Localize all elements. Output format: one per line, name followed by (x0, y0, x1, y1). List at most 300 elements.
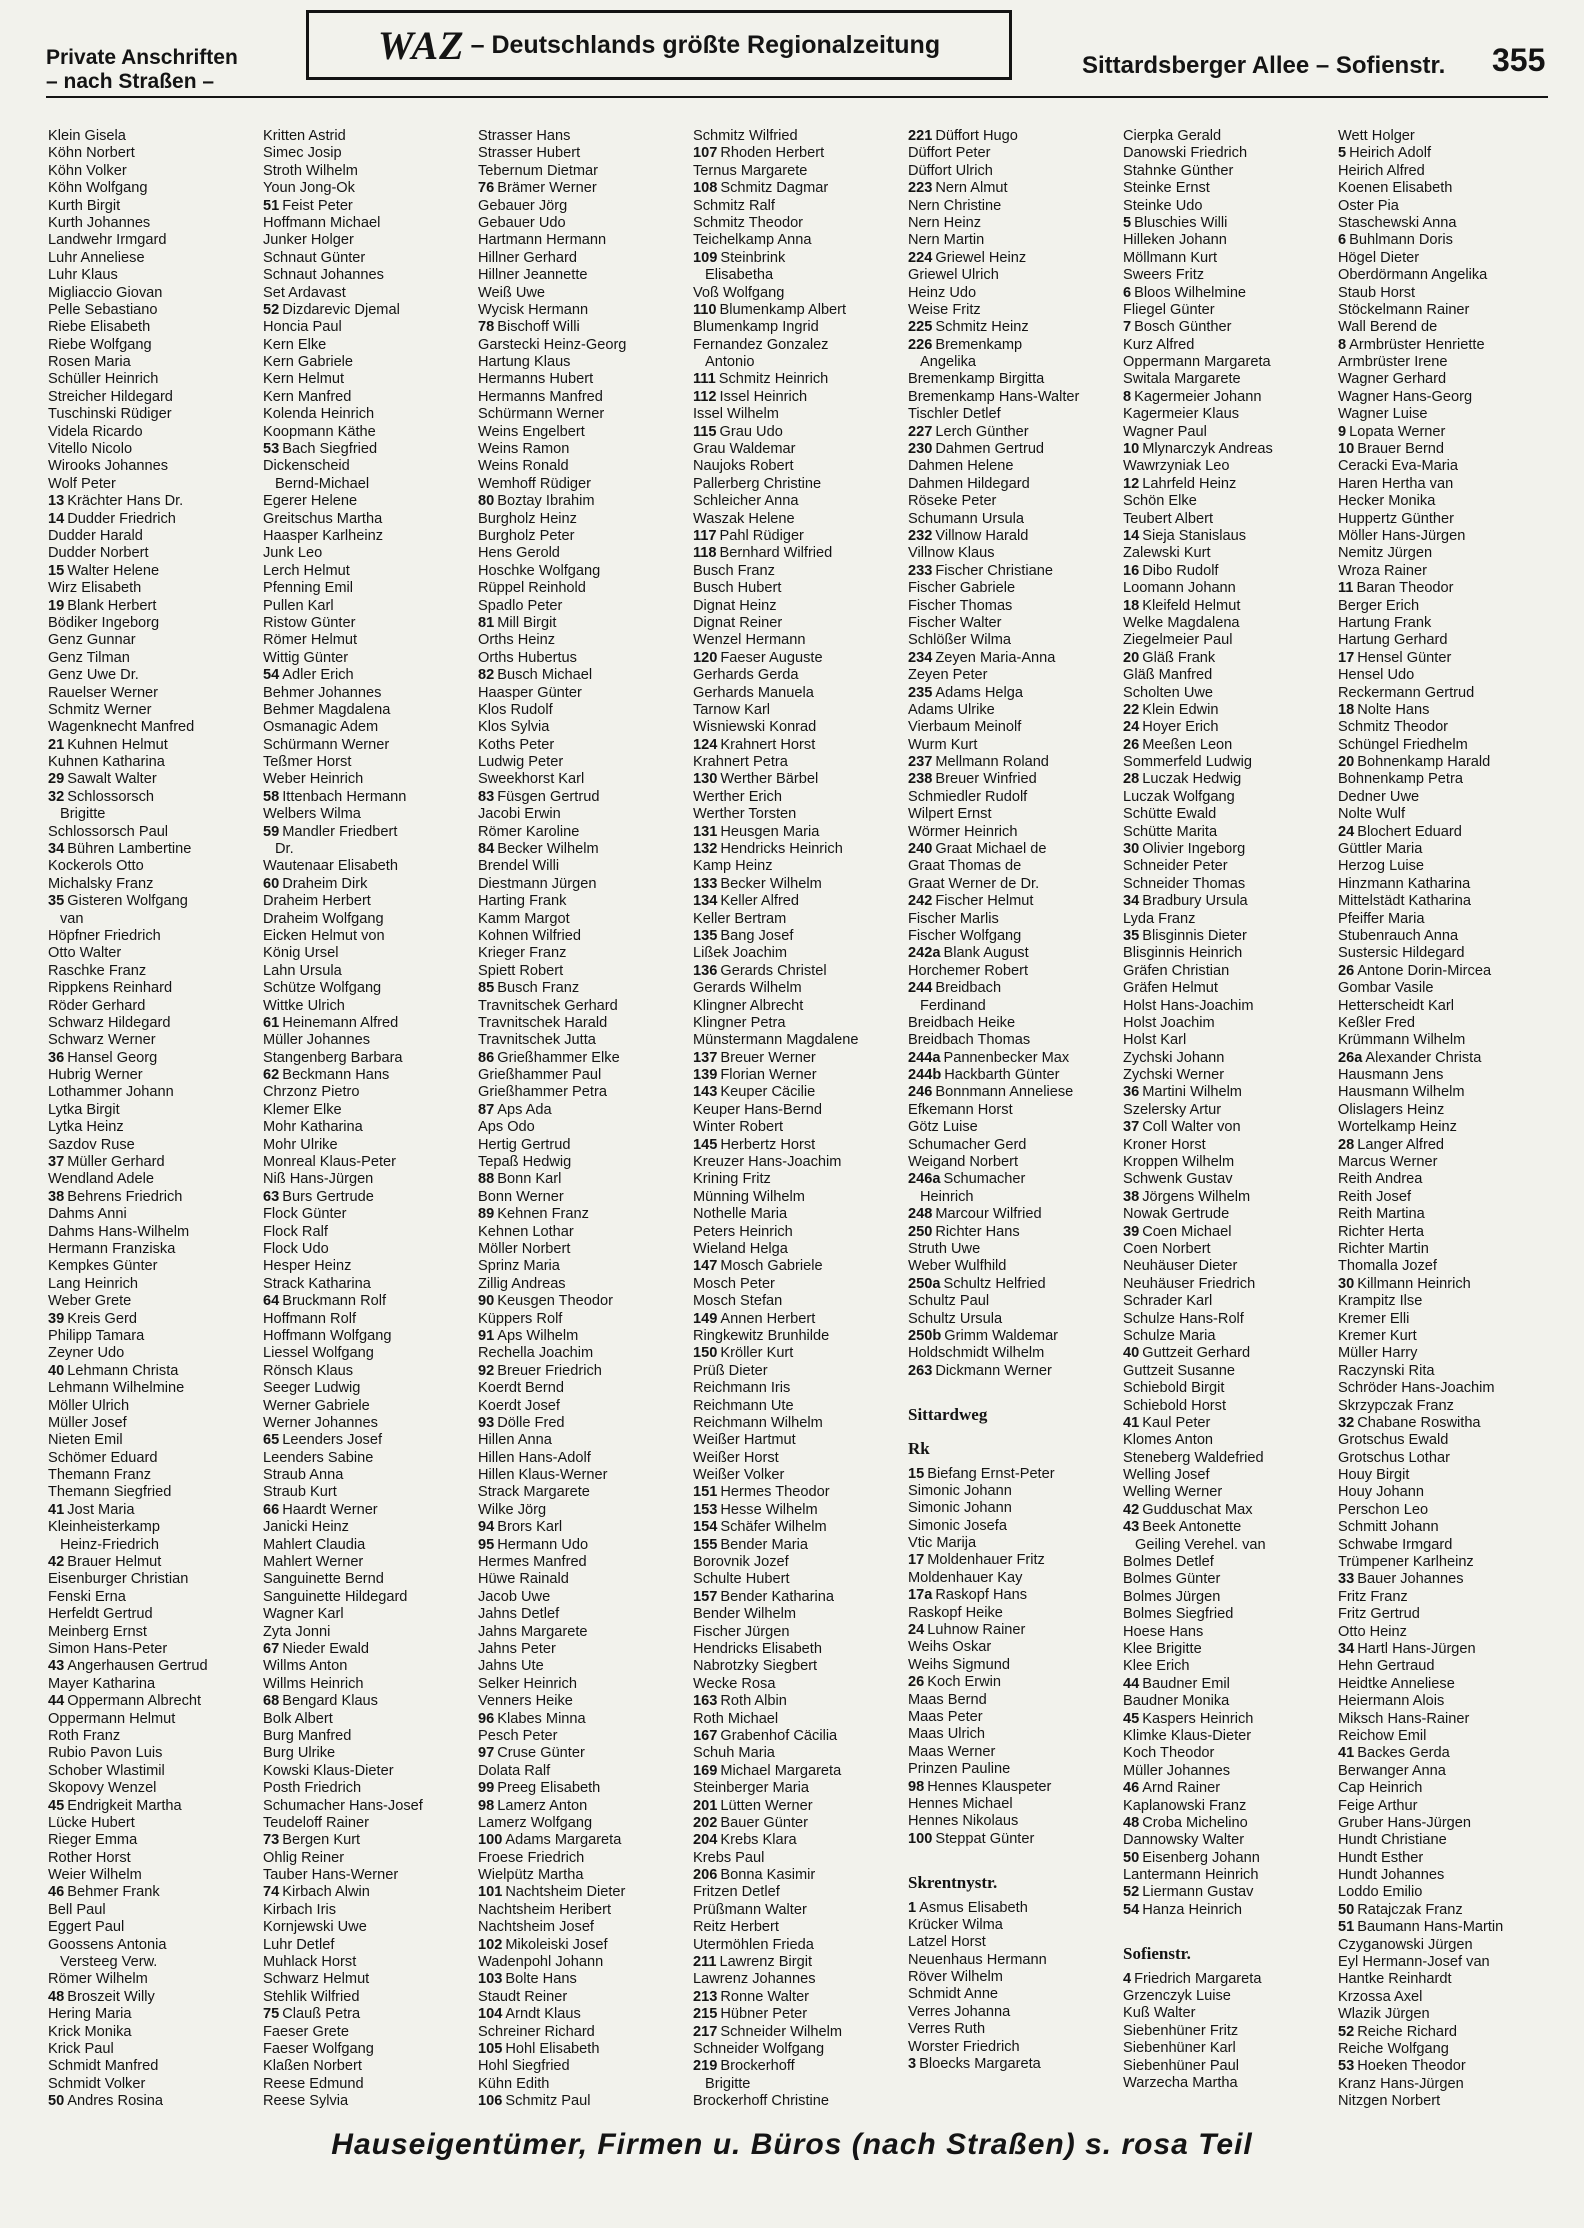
resident-entry (478, 128, 681, 145)
resident-entry (48, 511, 251, 528)
resident-entry (1123, 337, 1326, 354)
house-number: 39 (1123, 1223, 1140, 1240)
resident-name: Luczak Hedwig (1142, 771, 1242, 788)
resident-entry (478, 1102, 681, 1119)
resident-entry (478, 1798, 681, 1815)
resident-entry (908, 824, 1111, 841)
resident-entry (478, 1902, 681, 1919)
house-number: 99 (478, 1780, 495, 1797)
house-number: 151 (693, 1484, 718, 1501)
resident-name: Kroner Horst (1123, 1136, 1206, 1153)
resident-name: Steinberger Maria (693, 1780, 809, 1797)
resident-entry (263, 806, 466, 823)
house-number: 204 (693, 1832, 718, 1849)
resident-name: Michalsky Franz (48, 875, 154, 892)
resident-entry (48, 1589, 251, 1606)
resident-entry (263, 1763, 466, 1780)
resident-entry (1338, 998, 1541, 1015)
resident-entry (1338, 1850, 1541, 1867)
resident-entry (263, 180, 466, 197)
resident-name: Hartung Frank (1338, 614, 1432, 631)
resident-entry (263, 563, 466, 580)
resident-entry (478, 1467, 681, 1484)
resident-entry (1123, 424, 1326, 441)
resident-entry (1123, 1867, 1326, 1884)
house-number: 153 (693, 1501, 718, 1518)
resident-entry (1338, 1084, 1541, 1101)
resident-name: Aps Wilhelm (497, 1327, 579, 1344)
house-number: 104 (478, 2006, 503, 2023)
resident-entry (263, 719, 466, 736)
resident-name: Thomalla Jozef (1338, 1258, 1437, 1275)
resident-name: Rhoden Herbert (720, 145, 825, 162)
house-number: 60 (263, 875, 280, 892)
resident-name: Genz Uwe Dr. (48, 667, 139, 684)
resident-name: Villnow Harald (935, 527, 1029, 544)
resident-name: Walter Helene (67, 562, 160, 579)
resident-name: Gebauer Udo (478, 214, 566, 231)
resident-entry (1123, 511, 1326, 528)
resident-name: Lang Heinrich (48, 1275, 139, 1292)
house-number: 41 (1123, 1414, 1140, 1431)
resident-entry (908, 545, 1111, 562)
resident-name: Kröller Kurt (720, 1345, 794, 1362)
resident-entry (1123, 1658, 1326, 1675)
resident-entry (48, 1676, 251, 1693)
section-title-line1: Private Anschriften (46, 46, 238, 69)
resident-entry (908, 2039, 1111, 2056)
resident-name: Vierbaum Meinolf (908, 719, 1022, 736)
resident-entry (693, 1571, 896, 1588)
resident-entry (908, 493, 1111, 510)
resident-entry (1123, 1345, 1326, 1362)
resident-name: Verres Johanna (908, 2003, 1011, 2020)
house-number: 226 (908, 336, 933, 353)
resident-name: Schwarz Helmut (263, 1971, 370, 1988)
resident-entry (478, 337, 681, 354)
resident-entry (908, 1363, 1111, 1380)
resident-name: Sommerfeld Ludwig (1123, 754, 1252, 771)
resident-name: Coll Walter von (1142, 1119, 1241, 1136)
house-number: 107 (693, 145, 718, 162)
resident-entry (478, 1676, 681, 1693)
resident-name: Schultz Ursula (908, 1310, 1003, 1327)
resident-name: Bloecks Margareta (919, 2056, 1041, 2073)
resident-name: Krieger Franz (478, 945, 567, 962)
house-number: 263 (908, 1362, 933, 1379)
resident-entry (1123, 528, 1326, 545)
house-number: 15 (48, 562, 65, 579)
resident-name: Boztay Ibrahim (497, 493, 595, 510)
resident-name: Weißer Hartmut (693, 1432, 796, 1449)
resident-name: Weihs Oskar (908, 1639, 992, 1656)
resident-entry (908, 1241, 1111, 1258)
resident-name: Bach Siegfried (282, 441, 378, 458)
house-number: 24 (1338, 823, 1355, 840)
resident-entry (908, 754, 1111, 771)
resident-name: Dickmann Werner (935, 1362, 1052, 1379)
resident-entry (478, 1745, 681, 1762)
house-number: 87 (478, 1101, 495, 1118)
resident-name: Grießhammer Paul (478, 1067, 602, 1084)
resident-entry (1338, 1798, 1541, 1815)
resident-name: Pallerberg Christine (693, 475, 822, 492)
resident-entry (478, 1641, 681, 1658)
resident-name: Bloos Wilhelmine (1134, 284, 1247, 301)
resident-name: Miksch Hans-Rainer (1338, 1710, 1470, 1727)
resident-name: Baran Theodor (1356, 580, 1454, 597)
resident-name: Luczak Wolfgang (1123, 788, 1235, 805)
resident-name: Sustersic Hildegard (1338, 945, 1465, 962)
resident-entry (48, 1224, 251, 1241)
resident-name: Reese Sylvia (263, 2093, 349, 2110)
resident-name: Grotschus Ewald (1338, 1432, 1449, 1449)
resident-name: Burgholz Peter (478, 527, 575, 544)
resident-entry (263, 1867, 466, 1884)
resident-name: Rechella Joachim (478, 1345, 594, 1362)
resident-entry (48, 285, 251, 302)
resident-entry (1123, 1711, 1326, 1728)
resident-entry (263, 1137, 466, 1154)
resident-entry (693, 1450, 896, 1467)
resident-name: Hansel Georg (67, 1049, 158, 1066)
resident-entry (1338, 319, 1541, 336)
resident-name: Jacobi Erwin (478, 806, 561, 823)
resident-entry (478, 458, 681, 475)
resident-name: Breidbach Heike (908, 1014, 1016, 1031)
resident-name: Dedner Uwe (1338, 788, 1420, 805)
resident-name: Weins Engelbert (478, 423, 585, 440)
resident-entry (1123, 1363, 1326, 1380)
resident-name: Breuer Friedrich (497, 1362, 602, 1379)
resident-entry (693, 319, 896, 336)
resident-name: Kurth Birgit (48, 197, 121, 214)
resident-entry (693, 215, 896, 232)
resident-name: Dudder Friedrich (67, 510, 176, 527)
resident-name: Pesch Peter (478, 1727, 558, 1744)
resident-entry (908, 1744, 1111, 1761)
resident-name: Krahnert Petra (693, 754, 788, 771)
resident-entry (1123, 615, 1326, 632)
house-number: 14 (1123, 527, 1140, 544)
resident-entry (908, 719, 1111, 736)
resident-entry (263, 337, 466, 354)
resident-entry (48, 2041, 251, 2058)
resident-name: Baumann Hans-Martin (1357, 1919, 1504, 1936)
resident-name: Wagner Luise (1338, 406, 1428, 423)
resident-entry (478, 1241, 681, 1258)
house-number: 150 (693, 1345, 718, 1362)
resident-entry (478, 511, 681, 528)
resident-name: Weihs Sigmund (908, 1656, 1010, 1673)
entry-continuation (48, 1537, 251, 1554)
resident-entry (693, 1832, 896, 1849)
resident-entry (1123, 545, 1326, 562)
house-number: 13 (48, 493, 65, 510)
house-number: 40 (1123, 1345, 1140, 1362)
resident-name: Bluschies Willi (1134, 214, 1228, 231)
resident-name: Genz Tilman (48, 649, 130, 666)
resident-name: Heirich Alfred (1338, 162, 1425, 179)
resident-name: Schmitz Theodor (1338, 719, 1449, 736)
resident-name: Utermöhlen Frieda (693, 1936, 814, 1953)
resident-entry (263, 424, 466, 441)
resident-entry (48, 632, 251, 649)
house-number: 219 (693, 2058, 718, 2075)
resident-name: Feist Peter (282, 197, 353, 214)
resident-entry (48, 1432, 251, 1449)
resident-name: Lerch Günther (935, 423, 1029, 440)
resident-name: Hoese Hans (1123, 1623, 1204, 1640)
resident-name: Schober Wlastimil (48, 1762, 165, 1779)
house-number: 42 (1123, 1501, 1140, 1518)
resident-name: Egerer Helene (263, 493, 358, 510)
resident-name: Schiebold Horst (1123, 1397, 1227, 1414)
resident-entry (693, 389, 896, 406)
house-number: 89 (478, 1206, 495, 1223)
house-number: 26 (908, 1674, 925, 1691)
resident-name: Trümpener Karlheinz (1338, 1554, 1474, 1571)
resident-entry (693, 1171, 896, 1188)
resident-entry (1123, 2075, 1326, 2092)
house-number: 90 (478, 1293, 495, 1310)
resident-entry (263, 1832, 466, 1849)
resident-entry (263, 1258, 466, 1275)
resident-entry (1123, 2058, 1326, 2075)
resident-entry (263, 2093, 466, 2110)
resident-name: Hackbarth Günter (944, 1067, 1060, 1084)
resident-name: Bolmes Detlef (1123, 1554, 1214, 1571)
resident-name: Liermann Gustav (1142, 1884, 1254, 1901)
house-number: 68 (263, 1693, 280, 1710)
resident-name: Hanza Heinrich (1142, 1901, 1243, 1918)
resident-entry (478, 1815, 681, 1832)
resident-entry (1338, 1571, 1541, 1588)
resident-name: Fischer Thomas (908, 597, 1013, 614)
resident-name: Strack Katharina (263, 1275, 371, 1292)
resident-entry (908, 302, 1111, 319)
resident-name: Kaplanowski Franz (1123, 1797, 1247, 1814)
resident-entry (263, 1276, 466, 1293)
resident-name: Kranz Hans-Jürgen (1338, 2075, 1464, 2092)
resident-name: Schütze Wolfgang (263, 980, 382, 997)
resident-name: Müller Josef (48, 1414, 127, 1431)
resident-entry (263, 2024, 466, 2041)
resident-entry (48, 1850, 251, 1867)
resident-entry (478, 1415, 681, 1432)
resident-entry (908, 180, 1111, 197)
resident-entry (263, 2058, 466, 2075)
house-number: 235 (908, 684, 933, 701)
resident-name: Garstecki Heinz-Georg (478, 336, 627, 353)
resident-name: Faeser Grete (263, 2023, 349, 2040)
waz-logo: WAZ (377, 22, 465, 68)
resident-name: Reith Josef (1338, 1188, 1412, 1205)
resident-entry (478, 2041, 681, 2058)
resident-entry (48, 1728, 251, 1745)
resident-name: Reichmann Iris (693, 1380, 791, 1397)
resident-name: Keller Bertram (693, 910, 787, 927)
resident-entry (1338, 2024, 1541, 2041)
resident-name: Dolata Ralf (478, 1762, 551, 1779)
resident-entry (48, 180, 251, 197)
resident-entry (1123, 250, 1326, 267)
house-number: 42 (48, 1554, 65, 1571)
resident-entry (478, 719, 681, 736)
resident-name: Bang Josef (720, 927, 794, 944)
resident-name: Riebe Elisabeth (48, 319, 151, 336)
resident-entry (693, 1050, 896, 1067)
resident-entry (478, 1919, 681, 1936)
resident-entry (1338, 1624, 1541, 1641)
resident-name: Kroppen Wilhelm (1123, 1154, 1235, 1171)
resident-name: Mlynarczyk Andreas (1142, 441, 1273, 458)
resident-name: Dannowsky Walter (1123, 1832, 1245, 1849)
resident-entry (693, 1537, 896, 1554)
resident-name: Busch Michael (497, 667, 593, 684)
resident-entry (908, 2056, 1111, 2073)
resident-name: Coen Norbert (1123, 1241, 1211, 1257)
resident-entry (1123, 1467, 1326, 1484)
resident-entry (1338, 1832, 1541, 1849)
resident-entry (1123, 458, 1326, 475)
resident-entry (478, 667, 681, 684)
resident-name: Hennes Klauspeter (927, 1778, 1052, 1795)
house-number: 11 (1338, 580, 1354, 597)
resident-name: Behmer Frank (67, 1884, 160, 1901)
resident-entry (908, 250, 1111, 267)
resident-entry (48, 232, 251, 249)
resident-name: Stroth Wilhelm (263, 162, 358, 179)
resident-name: Sweekhorst Karl (478, 771, 585, 788)
resident-name: Wieland Helga (693, 1241, 788, 1257)
resident-entry (1338, 232, 1541, 249)
resident-name: Füsgen Gertrud (497, 788, 600, 805)
resident-entry (693, 1519, 896, 1536)
resident-entry (478, 163, 681, 180)
house-number: 155 (693, 1536, 718, 1553)
entry-continuation (263, 476, 466, 493)
resident-entry (478, 858, 681, 875)
house-number: 24 (908, 1622, 925, 1639)
resident-name: Reese Edmund (263, 2075, 364, 2092)
resident-name: Kehnen Franz (497, 1206, 589, 1223)
resident-name: Siebenhüner Fritz (1123, 2022, 1239, 2039)
resident-entry (48, 371, 251, 388)
resident-entry (693, 2093, 896, 2110)
house-number: 97 (478, 1745, 495, 1762)
resident-name: Weber Heinrich (263, 771, 364, 788)
resident-name: Koch Theodor (1123, 1745, 1215, 1762)
resident-name: Siebenhüner Paul (1123, 2057, 1240, 2074)
resident-name: Kagermeier Johann (1134, 388, 1262, 405)
resident-entry (693, 1867, 896, 1884)
house-number: 8 (1123, 388, 1132, 405)
resident-name: Weins Ronald (478, 458, 569, 475)
resident-name: Holst Karl (1123, 1032, 1187, 1049)
resident-entry (908, 1552, 1111, 1569)
house-number: 248 (908, 1206, 933, 1223)
resident-entry (263, 1902, 466, 1919)
resident-name: Clauß Petra (282, 2006, 361, 2023)
resident-name: Werther Torsten (693, 806, 797, 823)
resident-name: Croba Michelino (1142, 1814, 1248, 1831)
resident-name: Högel Dieter (1338, 249, 1420, 266)
resident-name: Breidbach Thomas (908, 1032, 1031, 1049)
resident-name: Gruber Hans-Jürgen (1338, 1814, 1472, 1831)
house-number: 73 (263, 1832, 280, 1849)
resident-entry (1123, 702, 1326, 719)
entry-continuation (48, 806, 251, 823)
resident-entry (263, 1728, 466, 1745)
resident-name: Hundt Esther (1338, 1849, 1424, 1866)
resident-name: Bonna Kasimir (720, 1867, 816, 1884)
resident-entry (693, 858, 896, 875)
resident-name: Bender Katharina (720, 1588, 834, 1605)
resident-name: Adams Helga (935, 684, 1023, 701)
resident-entry (48, 1241, 251, 1258)
resident-entry (48, 1032, 251, 1049)
resident-name: Martini Wilhelm (1142, 1084, 1242, 1101)
resident-entry (1123, 598, 1326, 615)
street-range: Sittardsberger Allee – Sofienstr. (1082, 52, 1446, 79)
street-heading: Rk (908, 1438, 930, 1458)
resident-entry (48, 615, 251, 632)
spacer (908, 1380, 1111, 1397)
resident-entry (263, 876, 466, 893)
resident-entry (908, 1535, 1111, 1552)
resident-entry (478, 406, 681, 423)
resident-name: Kurth Johannes (48, 214, 151, 231)
resident-entry (908, 528, 1111, 545)
resident-entry (908, 389, 1111, 406)
resident-name: Eggert Paul (48, 1919, 125, 1936)
resident-entry (263, 1954, 466, 1971)
resident-entry (908, 1779, 1111, 1796)
resident-entry (1123, 180, 1326, 197)
resident-name: Pahl Rüdiger (719, 527, 804, 544)
resident-name: Weins Ramon (478, 441, 570, 458)
resident-entry (908, 1969, 1111, 1986)
resident-entry (693, 2024, 896, 2041)
resident-name: Waszak Helene (693, 510, 795, 527)
resident-name: Czyganowski Jürgen (1338, 1936, 1473, 1953)
resident-entry (478, 632, 681, 649)
house-number: 94 (478, 1519, 495, 1536)
house-number: 86 (478, 1049, 495, 1066)
resident-name: Oppermann Helmut (48, 1710, 176, 1727)
house-number: 163 (693, 1693, 718, 1710)
resident-entry (908, 267, 1111, 284)
resident-entry (478, 928, 681, 945)
resident-name: Froese Friedrich (478, 1849, 585, 1866)
resident-entry (478, 1989, 681, 2006)
resident-name: Lawrenz Johannes (693, 1971, 816, 1988)
directory-column (908, 128, 1111, 2112)
resident-name: Venners Heike (478, 1693, 573, 1710)
resident-entry (263, 1432, 466, 1449)
resident-name: Hübner Peter (720, 2006, 808, 2023)
resident-entry (693, 2006, 896, 2023)
resident-entry (1123, 198, 1326, 215)
resident-entry (478, 1711, 681, 1728)
resident-name: Reiche Richard (1357, 2023, 1458, 2040)
resident-name: Andres Rosina (67, 2093, 163, 2110)
resident-name: Fliegel Günter (1123, 301, 1215, 318)
house-number: 52 (263, 301, 280, 318)
resident-name: Wilke Jörg (478, 1501, 547, 1518)
resident-name: Kirbach Alwin (282, 1884, 370, 1901)
